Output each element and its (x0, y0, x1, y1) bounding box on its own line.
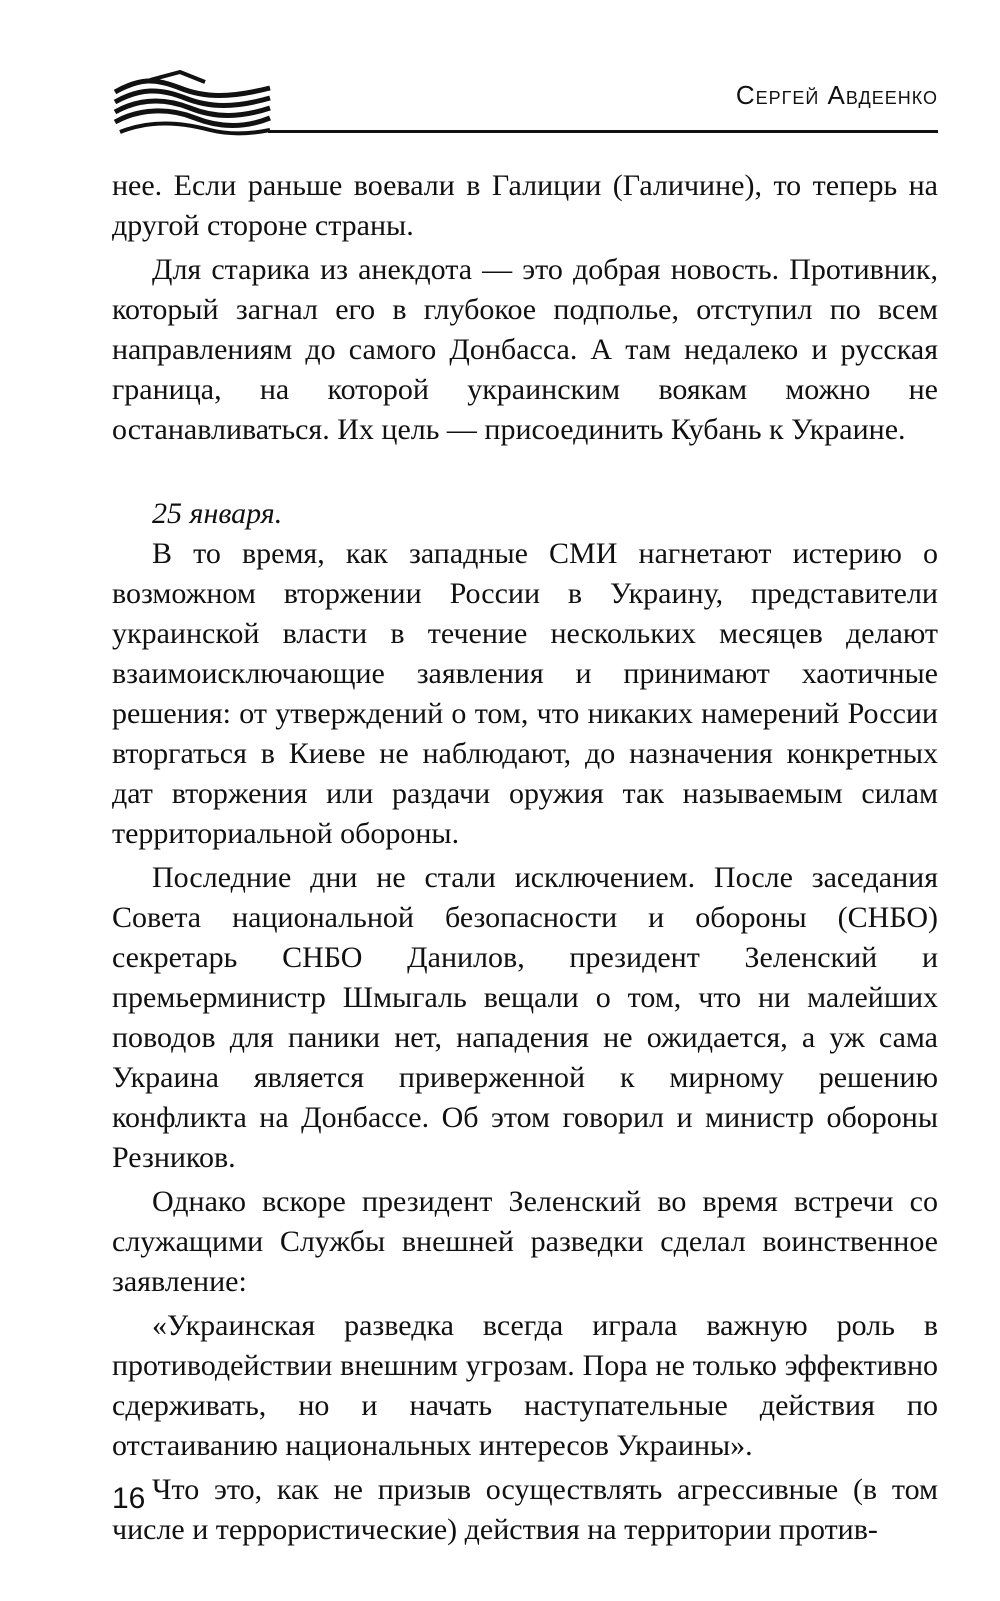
paragraph: Что это, как не призыв осуществлять агрессивные (в том числе и террористические) действия на территории против- (112, 1473, 938, 1546)
paragraph: нее. Если раньше воевали в Галиции (Галичине), то теперь на другой стороне страны. (112, 169, 938, 242)
paragraph: Последние дни не стали исключением. После заседания Совета национальной безопасности и обороны (СНБО) секретарь СНБО Данилов, президент Зеленский и премьерминистр Шмыгаль вещали о том, что ни малейших поводов для паники нет, нападения не ожидается, а уж сама Украина является приверженной к мирному решению конфликта на Донбассе. Об этом говорил и министр обороны Резников. (112, 861, 938, 1174)
running-header-author: Сергей Авдеенко (735, 80, 938, 110)
paragraph: Однако вскоре президент Зеленский во время встречи со служащими Службы внешней разведки сделал воинственное заявление: (112, 1185, 938, 1298)
header-rule (268, 130, 938, 133)
paragraph: В то время, как западные СМИ нагнетают истерию о возможном вторжении России в Украину, представители украинской власти в течение нескольких месяцев делают взаимоисключающие заявления и принимают хаотичные решения: от утверждений о том, что никаких намерений России вторгаться в Киеве не наблюдают, до назначения конкретных дат вторжения или раздачи оружия так называемым силам территориальной обороны. (112, 537, 938, 850)
page-number: 16 (112, 1482, 146, 1515)
date-heading: 25 января. (152, 497, 283, 530)
waves-emblem-icon (110, 70, 275, 140)
paragraph: Для старика из анекдота — это добрая новость. Противник, который загнал его в глубокое подполье, отступил по всем направлениям до самого Донбасса. А там недалеко и русская граница, на которой украинским воякам можно не останавливаться. Их цель — присоединить Кубань к Украине. (112, 253, 938, 446)
body-text (112, 166, 938, 1550)
quote-paragraph: «Украинская разведка всегда играла важную роль в противодействии внешним угрозам. Пора не только эффективно сдерживать, но и начать наступательные действия по отстаиванию национальных интересов Украины». (112, 1309, 938, 1462)
